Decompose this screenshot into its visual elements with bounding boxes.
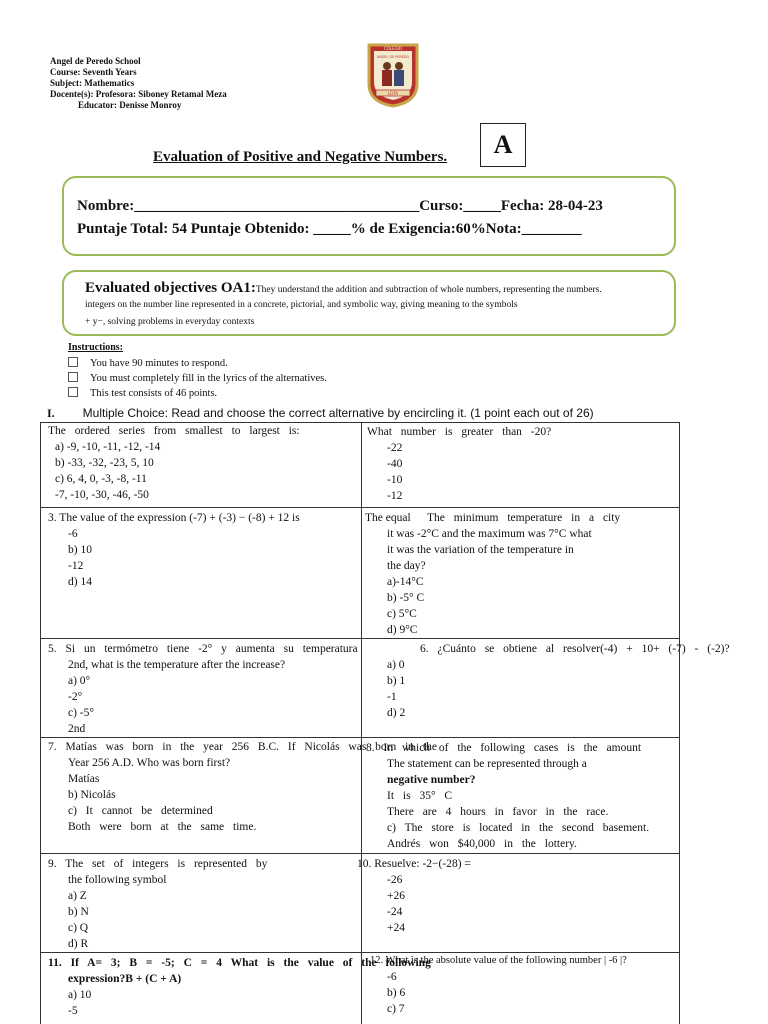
student-form-line-1[interactable]: Nombre:______________________________________Curso:_____Fecha: 28-04-23 <box>77 198 603 214</box>
option-a[interactable]: a)-14°C <box>387 576 424 588</box>
option-b[interactable]: -2° <box>68 691 83 703</box>
school-crest-icon <box>366 42 420 108</box>
option-c[interactable]: c) Q <box>68 922 89 934</box>
option-a[interactable]: -22 <box>387 442 403 454</box>
option-a[interactable]: a) -9, -10, -11, -12, -14 <box>55 441 161 453</box>
option-a[interactable]: a) 10 <box>68 989 92 1001</box>
option-c[interactable]: -12 <box>68 560 84 572</box>
question-8[interactable] <box>366 740 649 852</box>
question-9[interactable] <box>48 856 267 952</box>
question-4-stem: The minimum temperature in a city <box>427 512 621 524</box>
instruction-text: This test consists of 46 points. <box>90 388 218 399</box>
instruction-text: You must completely fill in the lyrics of the alternatives. <box>90 373 327 384</box>
option-a[interactable]: -6 <box>387 971 397 983</box>
option-b[interactable]: -40 <box>387 458 403 470</box>
question-2[interactable] <box>367 424 551 504</box>
question-5-stem-2: 2nd, what is the temperature after the increase? <box>68 659 286 671</box>
instruction-item <box>68 372 327 384</box>
question-4-stem-4: the day? <box>387 560 426 572</box>
question-9-stem-2: the following symbol <box>68 874 167 886</box>
option-c[interactable]: c) 6, 4, 0, -3, -8, -11 <box>55 473 147 485</box>
page-title <box>153 149 447 166</box>
option-a[interactable]: a) 0 <box>387 659 405 671</box>
option-d[interactable]: -7, -10, -30, -46, -50 <box>55 489 149 501</box>
section-numeral: I. <box>47 406 55 420</box>
question-4[interactable] <box>387 510 620 638</box>
option-a[interactable]: a) 0° <box>68 675 91 687</box>
question-12-stem: 12. What is the absolute value of the following number | -6 |? <box>370 955 627 966</box>
objectives-text-1: They understand the addition and subtraction of whole numbers, representing the numbers. <box>255 285 602 295</box>
question-10-stem: 10. Resuelve: -2−(-28) = <box>357 858 471 870</box>
instruction-item <box>68 387 217 399</box>
question-4-overlap-text: The equal <box>365 512 411 524</box>
table-row-divider <box>40 638 680 639</box>
option-c[interactable]: -1 <box>387 691 397 703</box>
section-heading-text: Multiple Choice: Read and choose the correct alternative by encircling it. (1 point each out of 26) <box>82 406 594 420</box>
question-6-stem: 6. ¿Cuánto se obtiene al resolver(-4) + 10+ (-7) - (-2)? <box>420 643 730 655</box>
checkbox-icon <box>68 372 78 382</box>
question-4-stem-2: it was -2°C and the maximum was 7°C what <box>387 528 592 540</box>
question-8-stem-2: The statement can be represented through a <box>387 758 587 770</box>
checkbox-icon <box>68 387 78 397</box>
option-a[interactable]: It is 35° C <box>387 790 453 802</box>
option-d[interactable]: d) 2 <box>387 707 406 719</box>
question-12[interactable] <box>370 953 627 1017</box>
instruction-item <box>68 357 228 369</box>
table-row-divider <box>40 853 680 854</box>
course-line: Course: Seventh Years <box>50 67 137 77</box>
objectives-text-3: + y−, solving problems in everyday contexts <box>85 317 255 327</box>
table-row-divider <box>40 737 680 738</box>
option-d[interactable]: 2nd <box>68 723 86 735</box>
option-d[interactable]: Andrés won $40,000 in the lottery. <box>387 838 577 850</box>
option-c[interactable]: c) It cannot be determined <box>68 805 213 817</box>
question-7-stem-2: Year 256 A.D. Who was born first? <box>68 757 231 769</box>
table-border-right <box>679 422 680 1024</box>
option-c[interactable]: c) 5°C <box>387 608 417 620</box>
instruction-text: You have 90 minutes to respond. <box>90 358 228 369</box>
question-3[interactable] <box>48 510 300 590</box>
educator-line: Educator: Denisse Monroy <box>78 100 182 110</box>
option-d[interactable]: d) 14 <box>68 576 92 588</box>
option-a[interactable]: a) Z <box>68 890 87 902</box>
option-b[interactable]: b) -5° C <box>387 592 425 604</box>
subject-line: Subject: Mathematics <box>50 78 135 88</box>
crest-bottom-text: LOTA <box>387 91 399 96</box>
option-c[interactable]: -10 <box>387 474 403 486</box>
question-11-stem: 11. If A= 3; B = -5; C = 4 What is the value of the following <box>48 957 431 969</box>
version-letter-box: A <box>480 123 526 167</box>
option-d[interactable]: d) 9°C <box>387 624 418 636</box>
option-d[interactable]: +24 <box>387 922 405 934</box>
option-b[interactable]: b) 1 <box>387 675 406 687</box>
question-5[interactable] <box>48 641 358 737</box>
crest-top-text: COLEGIO <box>383 46 403 51</box>
school-header <box>50 56 227 111</box>
question-10[interactable] <box>357 856 471 936</box>
option-d[interactable]: -12 <box>387 490 403 502</box>
objectives-text-2: integers on the number line represented in a concrete, pictorial, and symbolic way, giving meaning to the symbols <box>85 300 518 310</box>
option-b[interactable]: b) 10 <box>68 544 92 556</box>
instructions-heading: Instructions: <box>68 342 124 353</box>
option-c[interactable]: c) 7 <box>387 1003 405 1015</box>
crest-ring-text: ANGEL DE PEREDO <box>376 55 410 59</box>
option-b[interactable]: -5 <box>68 1005 78 1017</box>
objectives-label: Evaluated objectives OA1: <box>85 280 256 296</box>
docente-line: Docente(s): Profesora: Siboney Retamal Meza <box>50 89 227 99</box>
option-d[interactable]: d) R <box>68 938 89 950</box>
question-1[interactable] <box>48 423 300 503</box>
option-a[interactable]: -6 <box>68 528 78 540</box>
question-8-stem: 8. In which of the following cases is the amount <box>366 742 642 754</box>
section-heading <box>47 406 594 421</box>
question-9-stem: 9. The set of integers is represented by <box>48 858 268 870</box>
question-8-stem-3: negative number? <box>387 774 476 786</box>
option-b[interactable]: b) N <box>68 906 89 918</box>
option-c[interactable]: c) The store is located in the second basement. <box>387 822 650 834</box>
option-b[interactable]: +26 <box>387 890 405 902</box>
objectives-line-1 <box>85 279 602 297</box>
checkbox-icon <box>68 357 78 367</box>
question-6[interactable] <box>387 641 730 721</box>
page-title-text: Evaluation of Positive and Negative Numbers. <box>153 149 448 165</box>
option-b[interactable]: b) 6 <box>387 987 406 999</box>
student-form-box <box>62 176 676 256</box>
question-3-stem: 3. The value of the expression (-7) + (-3) − (-8) + 12 is <box>48 512 300 524</box>
option-a[interactable]: -26 <box>387 874 403 886</box>
student-form-line-2[interactable]: Puntaje Total: 54 Puntaje Obtenido: _____% de Exigencia:60%Nota:________ <box>77 221 582 237</box>
option-d[interactable]: Both were born at the same time. <box>68 821 257 833</box>
school-name: Angel de Peredo School <box>50 56 141 66</box>
question-1-stem: The ordered series from smallest to largest is: <box>48 425 300 437</box>
option-c[interactable]: c) -5° <box>68 707 94 719</box>
option-c[interactable]: -24 <box>387 906 403 918</box>
table-row-divider <box>40 507 680 508</box>
question-11-stem-2: expression?B + (C + A) <box>68 973 182 985</box>
question-7-stem: 7. Matías was born in the year 256 B.C. If Nicolás was born in the <box>48 741 438 753</box>
question-2-stem: What number is greater than -20? <box>367 426 552 438</box>
option-b[interactable]: b) Nicolás <box>68 789 116 801</box>
table-border-left <box>40 422 41 1024</box>
option-a[interactable]: Matías <box>68 773 100 785</box>
question-4-stem-3: it was the variation of the temperature in <box>387 544 574 556</box>
question-5-stem: 5. Si un termómetro tiene -2° y aumenta su temperatura <box>48 643 358 655</box>
option-b[interactable]: There are 4 hours in favor in the race. <box>387 806 609 818</box>
option-b[interactable]: b) -33, -32, -23, 5, 10 <box>55 457 154 469</box>
